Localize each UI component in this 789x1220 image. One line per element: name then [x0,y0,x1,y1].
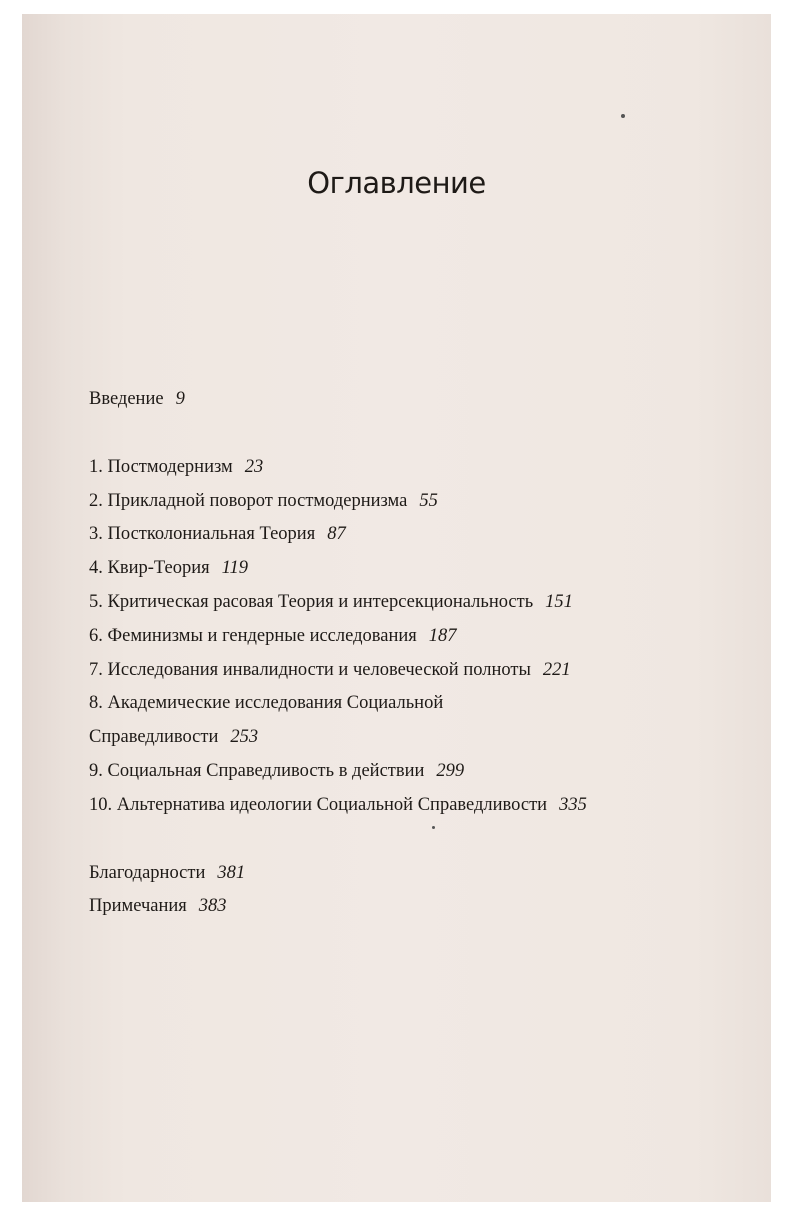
toc-entry-label: 8. Академические исследования Социальной [89,693,444,714]
toc-entry-intro [89,383,759,417]
toc-entry-label: 1. Постмодернизм [89,456,233,477]
toc-entry-label: 3. Постколониальная Теория [89,524,316,545]
toc-entry-label: 2. Прикладной поворот постмодернизма [89,490,408,511]
toc-entry-chapter [89,518,759,552]
toc-page-number: 253 [230,727,259,748]
toc-entry-label: Справедливости [89,727,219,748]
book-page [22,14,771,1202]
toc-page-number: 87 [327,524,346,545]
toc-entry-chapter [89,789,759,823]
toc-entry-label: Примечания [89,896,187,917]
toc-entry-chapter [89,485,759,519]
ink-speck [621,114,625,118]
page-title: Оглавление [307,166,486,200]
toc-entry-back-matter [89,857,759,891]
toc-entry-chapter [89,586,759,620]
toc-page-number: 299 [436,760,465,781]
toc-page-number: 221 [542,659,571,680]
toc-entry-chapter [89,755,759,789]
toc-entry-label: 7. Исследования инвалидности и человеческой полноты [89,659,531,680]
toc-entry-label: 5. Критическая расовая Теория и интерсекциональность [89,591,534,612]
toc-entry-label: 6. Феминизмы и гендерные исследования [89,625,417,646]
toc-page-number: 55 [419,490,438,511]
toc-page-number: 9 [175,389,185,409]
toc-entry-label: Введение [89,389,164,409]
toc-page-number: 23 [244,456,264,477]
toc-spacer [89,823,759,857]
toc-entry-chapter [89,654,759,688]
table-of-contents [89,383,759,924]
toc-page-number: 151 [545,591,573,612]
toc-page-number: 335 [559,794,587,815]
toc-page-number: 187 [428,625,457,646]
toc-page-number: 381 [217,862,246,883]
toc-entry-chapter-continued [89,721,759,755]
toc-entry-chapter [89,620,759,654]
toc-entry-chapter [89,552,759,586]
toc-entry-label: 9. Социальная Справедливость в действии [89,760,425,781]
toc-entry-chapter [89,687,759,721]
toc-entry-back-matter [89,890,759,924]
toc-spacer [89,417,759,451]
toc-entry-label: Благодарности [89,862,206,883]
toc-page-number: 383 [198,896,227,917]
toc-entry-label: 10. Альтернатива идеологии Социальной Справедливости [89,794,548,815]
toc-entry-label: 4. Квир-Теория [89,558,210,579]
toc-entry-chapter [89,451,759,485]
toc-page-number: 119 [221,558,248,579]
